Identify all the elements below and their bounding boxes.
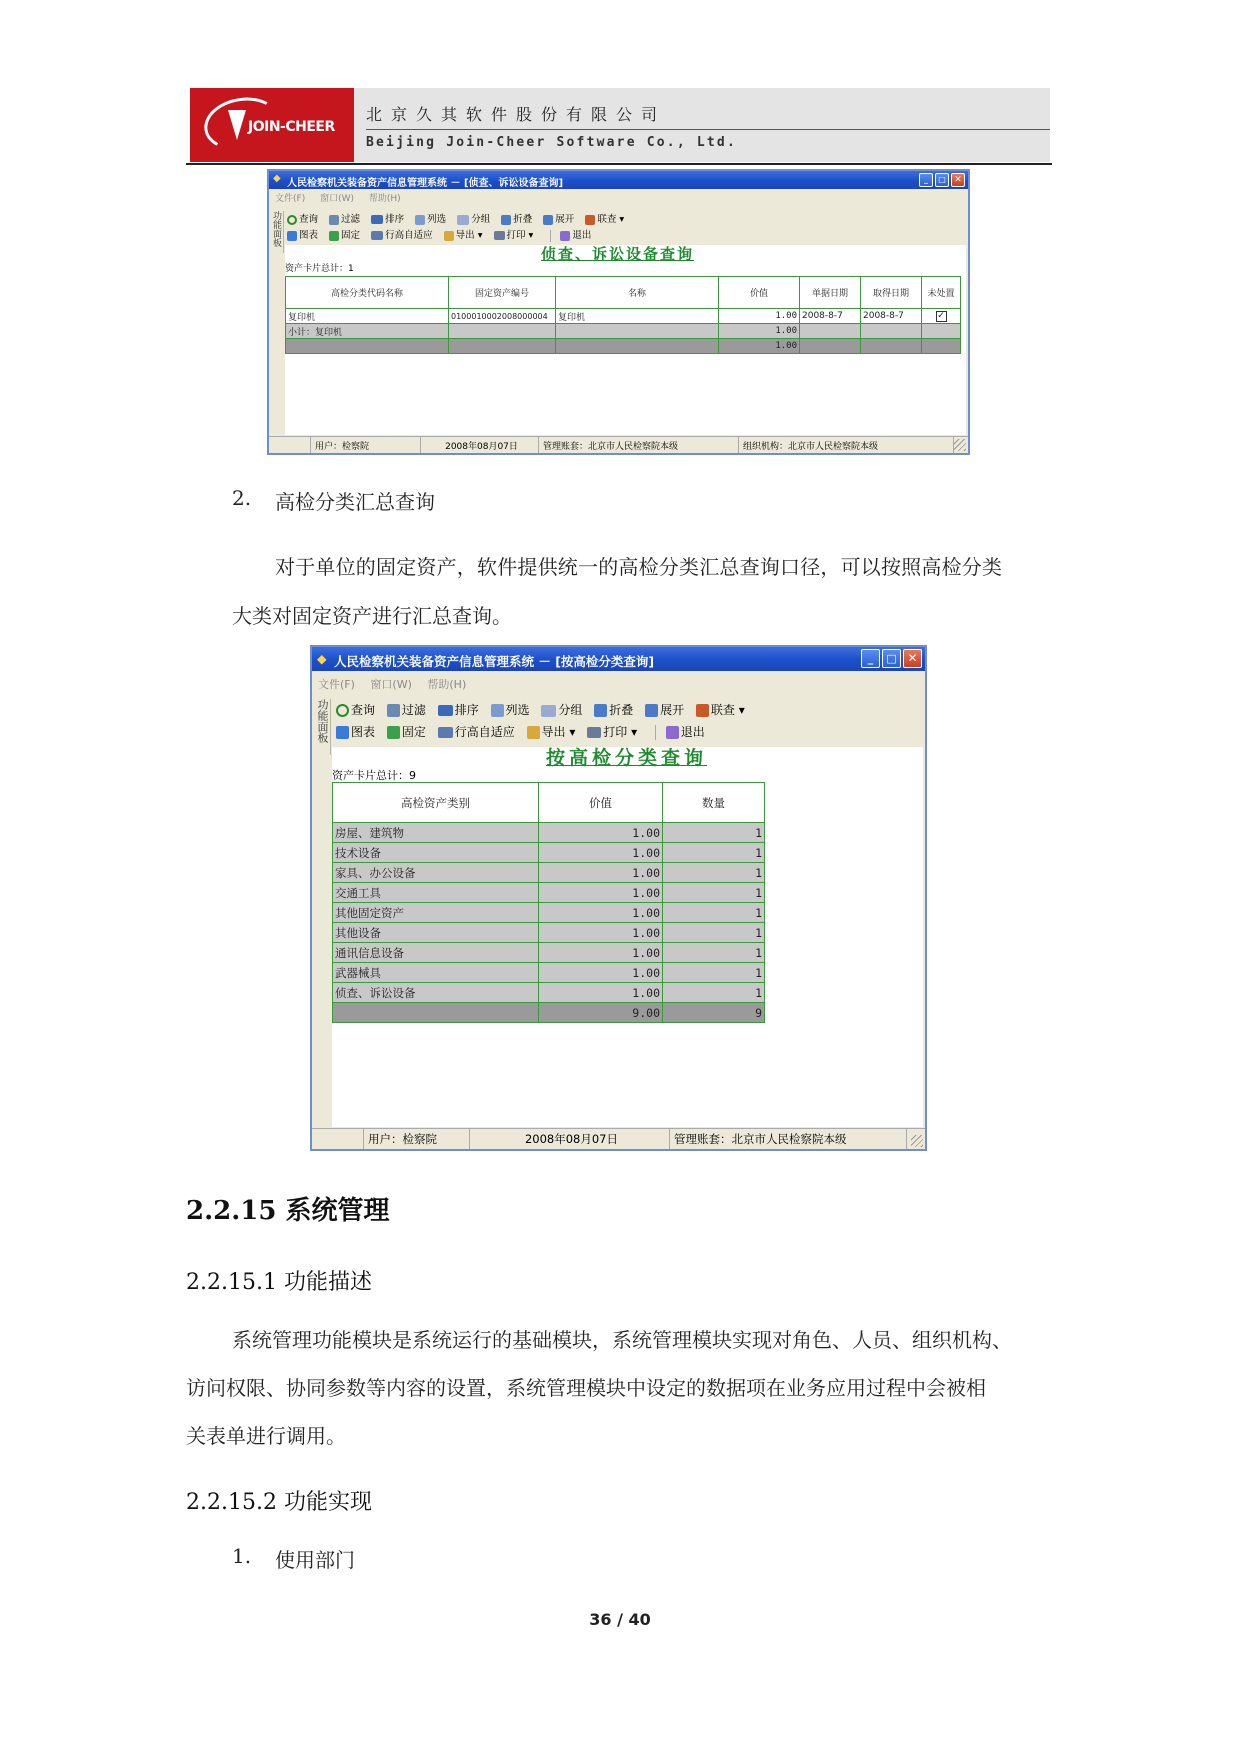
export-label: 导出 bbox=[455, 230, 475, 241]
cell-category: 武器械具 bbox=[333, 963, 539, 983]
cell-qty: 1 bbox=[663, 943, 765, 963]
collapse-button[interactable] bbox=[501, 211, 532, 225]
status-user: 用户：检察院 bbox=[311, 437, 421, 453]
linked-query-label: 联查 bbox=[710, 703, 735, 717]
columns-icon bbox=[415, 215, 425, 225]
window-titlebar bbox=[312, 647, 925, 671]
table-row[interactable] bbox=[333, 923, 765, 943]
report-area bbox=[332, 747, 923, 1127]
cell-qty: 1 bbox=[663, 923, 765, 943]
menu-help[interactable]: 帮助(H) bbox=[368, 194, 401, 204]
link-icon bbox=[585, 215, 595, 225]
toolbar-row-1 bbox=[336, 701, 753, 718]
sort-label: 排序 bbox=[454, 703, 479, 717]
company-logo bbox=[190, 88, 354, 162]
logo-v-mark bbox=[228, 110, 246, 140]
cell-undisposed[interactable] bbox=[922, 309, 961, 324]
autofit-label: 行高自适应 bbox=[454, 725, 515, 739]
maximize-button[interactable]: □ bbox=[882, 649, 901, 668]
linked-query-button[interactable] bbox=[585, 211, 624, 225]
autofit-row-button[interactable] bbox=[371, 227, 433, 241]
subsection-heading: 2.2.15.2 功能实现 bbox=[186, 1490, 372, 1515]
paragraph-line: 关表单进行调用。 bbox=[186, 1424, 346, 1448]
cell-category: 家具、办公设备 bbox=[333, 863, 539, 883]
exit-button[interactable] bbox=[560, 227, 591, 241]
sort-icon bbox=[438, 705, 453, 716]
chart-label: 图表 bbox=[351, 725, 376, 739]
menu-window[interactable]: 窗口(W) bbox=[370, 678, 412, 691]
table-row[interactable] bbox=[333, 903, 765, 923]
chart-button[interactable] bbox=[336, 723, 375, 740]
autofit-label: 行高自适应 bbox=[385, 230, 433, 241]
toolbar-row-2 bbox=[336, 723, 713, 740]
dropdown-icon: ▾ bbox=[619, 214, 625, 225]
expand-label: 展开 bbox=[660, 703, 685, 717]
export-button[interactable] bbox=[527, 723, 576, 740]
toolbar-separator bbox=[550, 230, 551, 242]
app-icon: ◆ bbox=[273, 173, 281, 184]
paragraph-line: 访问权限、协同参数等内容的设置，系统管理模块中设定的数据项在业务应用过程中会被相 bbox=[186, 1376, 986, 1400]
function-panel-tab[interactable]: 功能面板 bbox=[269, 211, 284, 253]
exit-icon bbox=[560, 231, 570, 241]
row-height-icon bbox=[438, 727, 453, 738]
cell-qty: 1 bbox=[663, 883, 765, 903]
collapse-label: 折叠 bbox=[513, 214, 533, 225]
cell-value: 1.00 bbox=[539, 883, 663, 903]
table-header bbox=[333, 783, 765, 823]
total-row bbox=[333, 1003, 765, 1023]
export-icon bbox=[527, 726, 540, 739]
cell-acq-date: 2008-8-7 bbox=[861, 309, 922, 324]
report-title: 侦查、诉讼设备查询 bbox=[541, 245, 695, 263]
filter-button[interactable] bbox=[329, 211, 360, 225]
status-spacer bbox=[269, 437, 311, 453]
list-item-title: 使用部门 bbox=[275, 1548, 355, 1572]
report-area bbox=[285, 245, 966, 435]
query-button[interactable] bbox=[287, 211, 318, 225]
column-header[interactable]: 取得日期 bbox=[861, 277, 922, 309]
expand-icon bbox=[543, 215, 553, 225]
page-header bbox=[190, 88, 1050, 162]
menu-file[interactable]: 文件(F) bbox=[275, 194, 306, 204]
group-icon bbox=[457, 215, 469, 225]
collapse-icon bbox=[501, 215, 511, 225]
menu-help[interactable]: 帮助(H) bbox=[427, 678, 467, 691]
column-select-button[interactable] bbox=[415, 211, 446, 225]
print-button[interactable] bbox=[587, 723, 637, 740]
table-header bbox=[286, 277, 961, 309]
cell-category: 复印机 bbox=[286, 309, 449, 324]
cell-qty: 1 bbox=[663, 823, 765, 843]
column-select-button[interactable] bbox=[491, 701, 530, 718]
toolbar-separator bbox=[655, 725, 656, 740]
printer-icon bbox=[587, 727, 601, 738]
list-item-number: 1. bbox=[232, 1544, 252, 1568]
report-title: 按高检分类查询 bbox=[546, 747, 708, 769]
cell-asset-no: 0100010002008000004 bbox=[449, 309, 556, 324]
freeze-button[interactable] bbox=[387, 723, 426, 740]
section-heading: 2.2.15 系统管理 bbox=[186, 1196, 390, 1226]
group-label: 分组 bbox=[471, 214, 491, 225]
window-controls bbox=[919, 173, 965, 187]
table-row[interactable] bbox=[333, 963, 765, 983]
dropdown-icon: ▾ bbox=[569, 725, 576, 739]
list-item-title: 高检分类汇总查询 bbox=[275, 490, 435, 514]
chart-button[interactable] bbox=[287, 227, 318, 241]
cell-value: 1.00 bbox=[539, 943, 663, 963]
sort-label: 排序 bbox=[385, 214, 405, 225]
column-header[interactable]: 价值 bbox=[539, 783, 663, 823]
freeze-button[interactable] bbox=[329, 227, 360, 241]
sort-icon bbox=[371, 215, 383, 224]
status-bar bbox=[312, 1128, 925, 1149]
minimize-button[interactable]: _ bbox=[919, 173, 933, 187]
table-row[interactable] bbox=[333, 943, 765, 963]
table-row[interactable] bbox=[333, 863, 765, 883]
cell-qty: 1 bbox=[663, 983, 765, 1003]
close-button[interactable]: ✕ bbox=[951, 173, 965, 187]
autofit-row-button[interactable] bbox=[438, 723, 515, 740]
freeze-icon bbox=[329, 231, 339, 241]
minimize-button[interactable]: _ bbox=[861, 649, 880, 668]
query-button[interactable] bbox=[336, 701, 375, 718]
group-label: 分组 bbox=[558, 703, 583, 717]
table-row[interactable] bbox=[333, 823, 765, 843]
cell-value: 1.00 bbox=[539, 923, 663, 943]
query-label: 查询 bbox=[351, 703, 376, 717]
freeze-label: 固定 bbox=[401, 725, 426, 739]
screenshot-window-2 bbox=[310, 645, 927, 1151]
resize-grip-icon[interactable] bbox=[911, 1135, 923, 1147]
funnel-icon bbox=[329, 215, 339, 225]
company-name-cn: 北京久其软件股份有限公司 bbox=[366, 105, 667, 124]
column-header[interactable]: 数量 bbox=[663, 783, 765, 823]
collapse-label: 折叠 bbox=[609, 703, 634, 717]
asset-table bbox=[285, 276, 961, 354]
printer-icon bbox=[494, 231, 505, 240]
cell-doc-date: 2008-8-7 bbox=[800, 309, 861, 324]
cell-qty: 1 bbox=[663, 843, 765, 863]
link-icon bbox=[696, 704, 709, 717]
print-label: 打印 bbox=[603, 725, 628, 739]
table-row[interactable] bbox=[333, 883, 765, 903]
linked-query-label: 联查 bbox=[597, 214, 617, 225]
chart-icon bbox=[287, 231, 297, 241]
column-header[interactable]: 未处置 bbox=[922, 277, 961, 309]
expand-button[interactable] bbox=[645, 701, 684, 718]
checkbox-checked[interactable]: ✓ bbox=[937, 310, 945, 321]
card-count: 资产卡片总计：9 bbox=[332, 769, 416, 782]
cell-category: 通讯信息设备 bbox=[333, 943, 539, 963]
maximize-button[interactable]: □ bbox=[935, 173, 949, 187]
status-date: 2008年08月07日 bbox=[421, 437, 539, 453]
cell-qty: 1 bbox=[663, 963, 765, 983]
funnel-icon bbox=[387, 704, 400, 717]
cell-value: 1.00 bbox=[539, 863, 663, 883]
company-name-en: Beijing Join-Cheer Software Co., Ltd. bbox=[366, 135, 737, 150]
menu-bar bbox=[318, 676, 925, 692]
magnifier-icon bbox=[336, 704, 349, 717]
cell-category: 交通工具 bbox=[333, 883, 539, 903]
column-header[interactable]: 名称 bbox=[556, 277, 719, 309]
print-button[interactable] bbox=[494, 227, 534, 241]
table-row[interactable] bbox=[286, 309, 961, 324]
table-row[interactable] bbox=[333, 843, 765, 863]
collapse-button[interactable] bbox=[594, 701, 633, 718]
dropdown-icon: ▾ bbox=[738, 703, 745, 717]
menu-window[interactable]: 窗口(W) bbox=[320, 194, 354, 204]
filter-button[interactable] bbox=[387, 701, 426, 718]
status-date: 2008年08月07日 bbox=[470, 1129, 670, 1149]
exit-label: 退出 bbox=[680, 725, 705, 739]
cell-category: 其他设备 bbox=[333, 923, 539, 943]
cell-value: 1.00 bbox=[539, 903, 663, 923]
card-count: 资产卡片总计：1 bbox=[285, 264, 354, 274]
column-select-label: 列选 bbox=[427, 214, 447, 225]
category-summary-table bbox=[332, 782, 765, 1023]
total-qty: 9 bbox=[663, 1003, 765, 1023]
column-header[interactable]: 高检资产类别 bbox=[333, 783, 539, 823]
cell-category: 房屋、建筑物 bbox=[333, 823, 539, 843]
cell-qty: 1 bbox=[663, 863, 765, 883]
group-button[interactable] bbox=[541, 701, 582, 718]
subtotal-value: 1.00 bbox=[719, 324, 800, 339]
subsection-heading: 2.2.15.1 功能描述 bbox=[186, 1270, 372, 1295]
column-header[interactable]: 价值 bbox=[719, 277, 800, 309]
filter-label: 过滤 bbox=[401, 703, 426, 717]
collapse-icon bbox=[594, 704, 607, 717]
export-label: 导出 bbox=[541, 725, 566, 739]
app-icon: ◆ bbox=[317, 651, 327, 666]
toolbar-row-2 bbox=[287, 227, 599, 242]
header-divider bbox=[366, 129, 1050, 130]
dropdown-icon: ▾ bbox=[631, 725, 638, 739]
window-controls bbox=[861, 649, 922, 668]
cell-category: 侦查、诉讼设备 bbox=[333, 983, 539, 1003]
status-bar bbox=[269, 436, 968, 453]
expand-button[interactable] bbox=[543, 211, 574, 225]
window-title: 人民检察机关装备资产信息管理系统 － [按高检分类查询] bbox=[334, 654, 655, 669]
freeze-label: 固定 bbox=[341, 230, 361, 241]
query-label: 查询 bbox=[299, 214, 319, 225]
list-item-number: 2. bbox=[232, 486, 252, 510]
group-button[interactable] bbox=[457, 211, 490, 225]
column-header[interactable]: 高检分类代码名称 bbox=[286, 277, 449, 309]
column-header[interactable]: 固定资产编号 bbox=[449, 277, 556, 309]
window-titlebar bbox=[269, 171, 968, 189]
expand-label: 展开 bbox=[555, 214, 575, 225]
freeze-icon bbox=[387, 726, 400, 739]
column-select-label: 列选 bbox=[505, 703, 530, 717]
resize-grip-icon[interactable] bbox=[954, 439, 966, 451]
table-row[interactable] bbox=[333, 983, 765, 1003]
cell-value: 1.00 bbox=[539, 823, 663, 843]
status-org: 组织机构：北京市人民检察院本级 bbox=[739, 437, 954, 453]
total-value: 9.00 bbox=[539, 1003, 663, 1023]
menu-file[interactable]: 文件(F) bbox=[318, 678, 355, 691]
function-panel-tab[interactable]: 功能面板 bbox=[312, 699, 331, 755]
print-label: 打印 bbox=[506, 230, 526, 241]
dropdown-icon: ▾ bbox=[477, 230, 483, 241]
subtotal-label: 小计：复印机 bbox=[286, 324, 449, 339]
screenshot-window-1 bbox=[267, 169, 970, 455]
paragraph-line: 系统管理功能模块是系统运行的基础模块，系统管理模块实现对角色、人员、组织机构、 bbox=[232, 1328, 1012, 1352]
page-number: 36 / 40 bbox=[589, 1610, 651, 1629]
sort-button[interactable] bbox=[438, 701, 479, 718]
row-height-icon bbox=[371, 231, 383, 240]
cell-value: 1.00 bbox=[539, 843, 663, 863]
total-value: 1.00 bbox=[719, 339, 800, 354]
close-button[interactable]: ✕ bbox=[903, 649, 922, 668]
logo-text: JOIN-CHEER bbox=[248, 119, 335, 135]
group-icon bbox=[541, 705, 556, 717]
expand-icon bbox=[645, 704, 658, 717]
linked-query-button[interactable] bbox=[696, 701, 745, 718]
export-icon bbox=[444, 231, 454, 241]
cell-name: 复印机 bbox=[556, 309, 719, 324]
chart-icon bbox=[336, 726, 349, 739]
paragraph-line: 对于单位的固定资产，软件提供统一的高检分类汇总查询口径，可以按照高检分类 bbox=[275, 555, 1003, 579]
chart-label: 图表 bbox=[299, 230, 319, 241]
cell-category: 其他固定资产 bbox=[333, 903, 539, 923]
cell-value: 1.00 bbox=[719, 309, 800, 324]
total-row bbox=[286, 339, 961, 354]
columns-icon bbox=[491, 704, 504, 717]
status-account: 管理账套：北京市人民检察院本级 bbox=[670, 1129, 907, 1149]
sort-button[interactable] bbox=[371, 211, 404, 225]
paragraph-line: 大类对固定资产进行汇总查询。 bbox=[232, 604, 512, 628]
status-user: 用户：检察院 bbox=[364, 1129, 470, 1149]
cell-category: 技术设备 bbox=[333, 843, 539, 863]
cell-value: 1.00 bbox=[539, 983, 663, 1003]
status-account: 管理账套：北京市人民检察院本级 bbox=[539, 437, 739, 453]
subtotal-row bbox=[286, 324, 961, 339]
exit-label: 退出 bbox=[572, 230, 592, 241]
window-title: 人民检察机关装备资产信息管理系统 － [侦查、诉讼设备查询] bbox=[287, 178, 564, 189]
export-button[interactable] bbox=[444, 227, 483, 241]
header-rule bbox=[186, 163, 1052, 165]
exit-icon bbox=[666, 726, 679, 739]
filter-label: 过滤 bbox=[341, 214, 361, 225]
menu-bar bbox=[275, 191, 968, 204]
exit-button[interactable] bbox=[666, 723, 705, 740]
toolbar-row-1 bbox=[287, 211, 632, 225]
column-header[interactable]: 单据日期 bbox=[800, 277, 861, 309]
cell-qty: 1 bbox=[663, 903, 765, 923]
dropdown-icon: ▾ bbox=[528, 230, 534, 241]
status-spacer bbox=[312, 1129, 364, 1149]
magnifier-icon bbox=[287, 215, 297, 225]
cell-value: 1.00 bbox=[539, 963, 663, 983]
